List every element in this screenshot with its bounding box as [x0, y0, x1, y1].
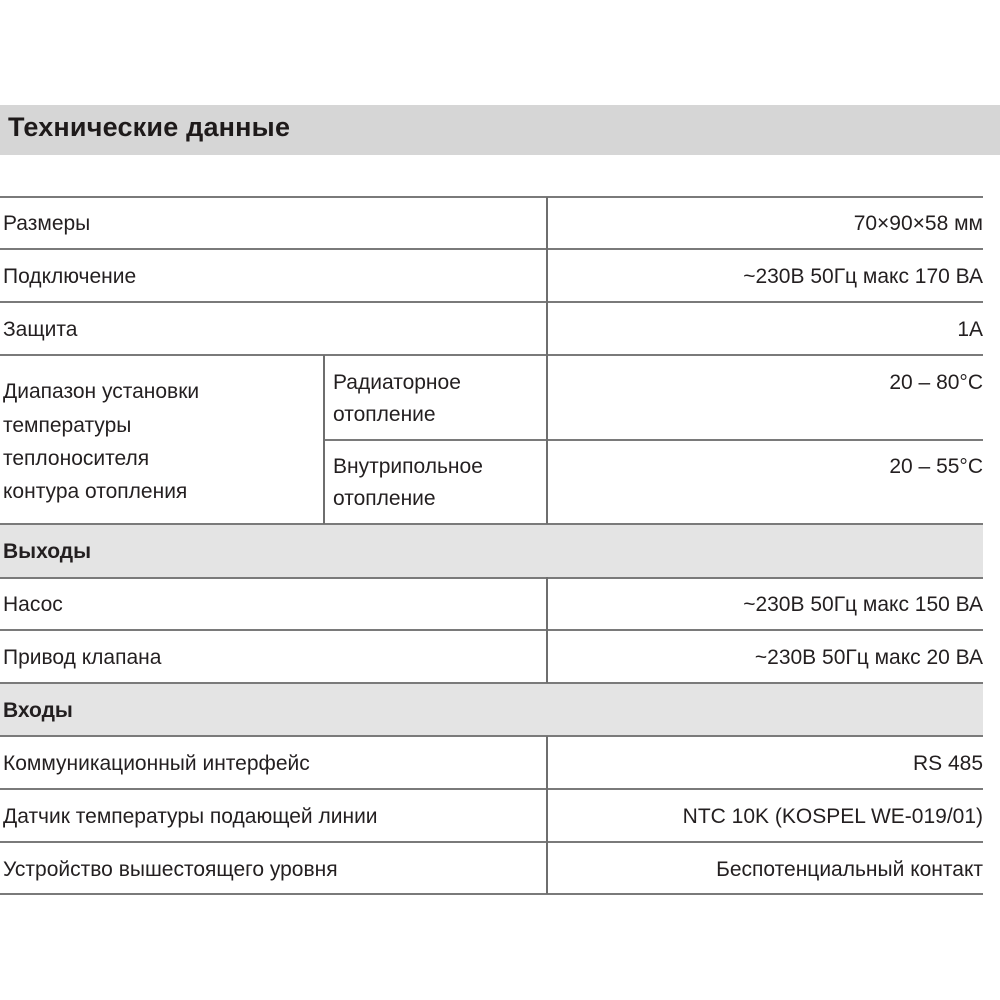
sub-value-radiator: 20 – 80°C: [889, 371, 983, 394]
outputs-header-band: [0, 525, 983, 577]
row-value-connection: ~230В 50Гц макс 170 ВА: [743, 265, 983, 288]
page-title: Технические данные: [8, 112, 291, 142]
row-label-comm-interface: Коммуникационный интерфейс: [3, 752, 310, 775]
sub-column-divider: [323, 355, 325, 524]
row-value-valve-actuator: ~230В 50Гц макс 20 ВА: [754, 646, 983, 669]
row-label-valve-actuator: Привод клапана: [3, 646, 162, 669]
row-label-temp-range-line: Диапазон установки: [3, 380, 200, 403]
table-divider: [0, 841, 983, 843]
table-divider: [324, 439, 983, 441]
table-divider: [0, 196, 983, 198]
row-label-flow-sensor: Датчик температуры подающей линии: [3, 805, 378, 828]
row-value-comm-interface: RS 485: [912, 752, 983, 775]
table-divider: [0, 577, 983, 579]
row-label-temp-range-line: контура отопления: [3, 480, 188, 503]
sub-label-underfloor-line: Внутрипольное: [333, 455, 483, 478]
section-header-inputs: Входы: [3, 699, 73, 722]
row-value-master-device: Беспотенциальный контакт: [716, 858, 983, 881]
inputs-header-band: [0, 684, 983, 736]
row-label-dimensions: Размеры: [3, 212, 91, 235]
table-divider: [0, 735, 983, 737]
column-divider: [546, 736, 548, 894]
row-value-dimensions: 70×90×58 мм: [853, 212, 983, 235]
table-divider: [0, 301, 983, 303]
row-label-temp-range-line: теплоносителя: [3, 447, 150, 470]
sub-value-underfloor: 20 – 55°C: [889, 455, 983, 478]
row-value-protection: 1А: [957, 318, 983, 341]
column-divider: [546, 577, 548, 683]
table-divider: [0, 682, 983, 684]
table-divider: [0, 893, 983, 895]
table-divider: [0, 788, 983, 790]
table-divider: [0, 354, 983, 356]
sub-label-radiator-line: отопление: [333, 403, 436, 426]
row-label-connection: Подключение: [3, 265, 137, 288]
table-divider: [0, 629, 983, 631]
row-value-pump: ~230В 50Гц макс 150 ВА: [743, 593, 983, 616]
row-value-flow-sensor: NTC 10K (KOSPEL WE-019/01): [682, 805, 983, 828]
row-label-pump: Насос: [3, 593, 63, 616]
row-label-master-device: Устройство вышестоящего уровня: [3, 858, 338, 881]
table-divider: [0, 523, 983, 525]
sub-label-radiator-line: Радиаторное: [333, 371, 461, 394]
row-label-temp-range-line: температуры: [3, 414, 132, 437]
column-divider: [546, 197, 548, 524]
sub-label-underfloor-line: отопление: [333, 487, 436, 510]
section-header-outputs: Выходы: [3, 540, 92, 563]
row-label-protection: Защита: [3, 318, 78, 341]
table-divider: [0, 248, 983, 250]
